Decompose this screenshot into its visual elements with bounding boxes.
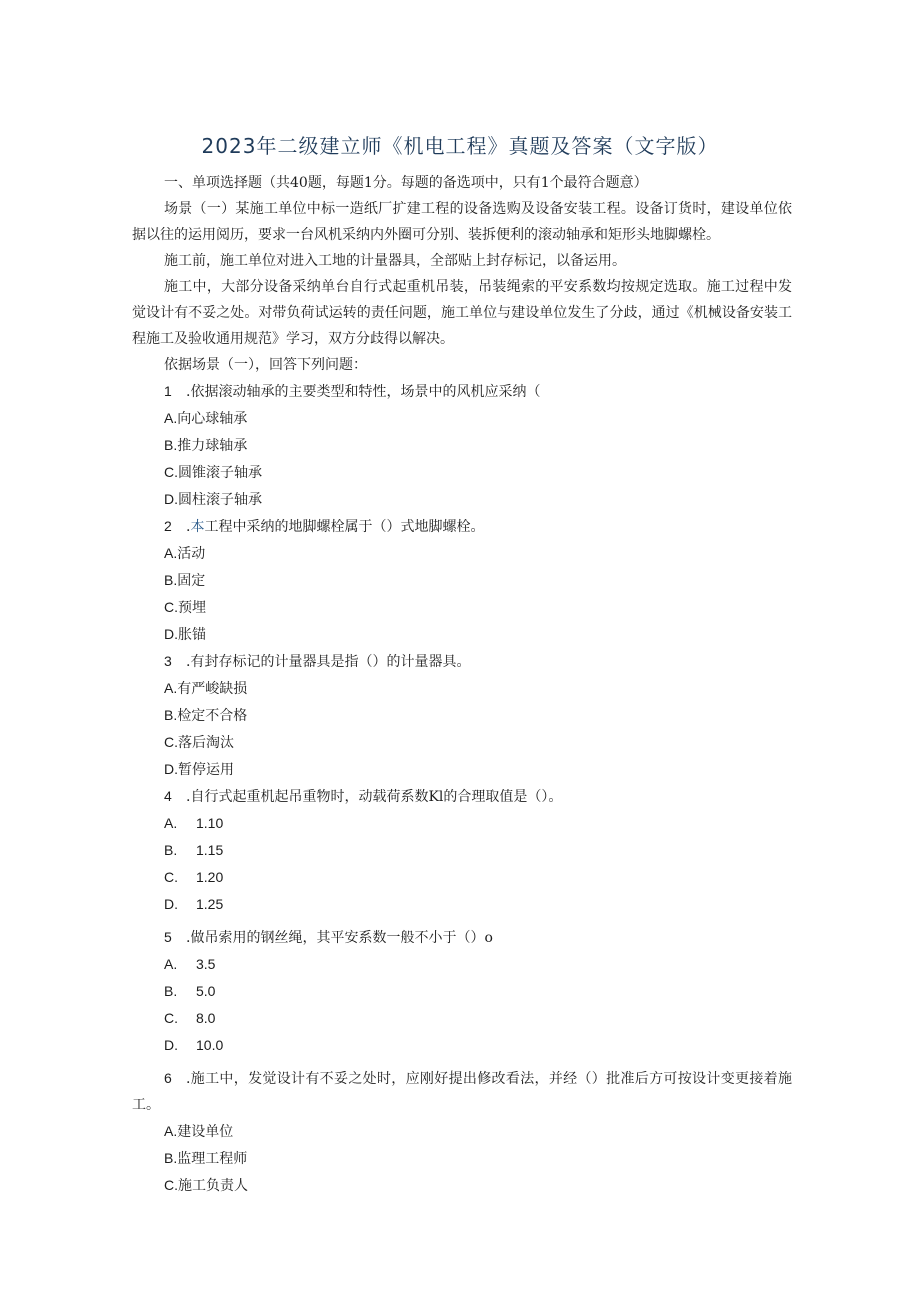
question-number: 4 <box>164 788 172 804</box>
question-text: .有封存标记的计量器具是指（）的计量器具。 <box>186 654 471 670</box>
option-d: D.胀锚 <box>164 626 206 643</box>
question-text: .做吊索用的钢丝绳，其平安系数一般不小于（）o <box>186 930 493 946</box>
option-a: A.有严峻缺损 <box>164 680 248 697</box>
question-text: .自行式起重机起吊重物时，动载荷系数Kl的合理取值是（）。 <box>186 789 563 805</box>
option-c: C.圆锥滚子轴承 <box>164 464 262 481</box>
question-4 <box>132 783 792 810</box>
highlighted-text: 本 <box>190 519 205 535</box>
option-b: B.监理工程师 <box>164 1150 248 1167</box>
option-a: A. 3.5 <box>164 956 216 972</box>
option-b: B.检定不合格 <box>164 707 248 724</box>
option-d: D.圆柱滚子轴承 <box>164 491 262 508</box>
question-5 <box>132 924 792 951</box>
question-number: 5 <box>164 929 172 945</box>
question-number: 6 <box>164 1070 172 1086</box>
question-text: .依据滚动轴承的主要类型和特性，场景中的风机应采纳（ <box>186 384 541 400</box>
option-c: C.落后淘汰 <box>164 734 234 751</box>
option-c: C. 8.0 <box>164 1010 216 1026</box>
question-number: 1 <box>164 383 172 399</box>
option-b: B.推力球轴承 <box>164 437 248 454</box>
question-3 <box>132 648 792 675</box>
option-c: C.预埋 <box>164 599 206 616</box>
option-b: B. 5.0 <box>164 983 216 999</box>
question-text: .施工中，发觉设计有不妥之处时，应刚好提出修改看法，并经（）批准后方可按设计变更接着施工。 <box>132 1071 792 1113</box>
question-number: 3 <box>164 653 172 669</box>
scenario-paragraph-1: 场景（一）某施工单位中标一造纸厂扩建工程的设备选购及设备安装工程。设备订货时，建设单位依据以往的运用阅历，要求一台风机采纳内外圈可分别、装拆便利的滚动轴承和矩形头地脚螺栓。 <box>132 201 792 243</box>
option-a: A.活动 <box>164 545 206 562</box>
option-b: B. 1.15 <box>164 842 224 858</box>
option-a: A. 1.10 <box>164 815 224 831</box>
option-c: C. 1.20 <box>164 869 224 885</box>
question-2: 2 .本工程中采纳的地脚螺栓属于（）式地脚螺栓。 <box>132 513 792 540</box>
document-body <box>132 170 792 1199</box>
document-title: 2023年二级建立师《机电工程》真题及答案（文字版） <box>201 134 719 158</box>
section-heading: 一、单项选择题（共40题，每题1分。每题的备选项中，只有1个最符合题意） <box>164 175 648 191</box>
option-c: C.施工负责人 <box>164 1177 248 1194</box>
option-a: A.建设单位 <box>164 1123 234 1140</box>
option-d: D.暂停运用 <box>164 761 234 778</box>
scenario-paragraph-2: 施工前，施工单位对进入工地的计量器具，全部贴上封存标记，以备运用。 <box>164 253 626 269</box>
option-d: D. 1.25 <box>164 896 224 912</box>
scenario-paragraph-3: 施工中，大部分设备采纳单台自行式起重机吊装，吊装绳索的平安系数均按规定选取。施工过程中发觉设计有不妥之处。对带负荷试运转的责任问题，施工单位与建设单位发生了分歧，通过《机械设备安装工程施工及验收通用规范》学习，双方分歧得以解决。 <box>132 279 792 347</box>
option-d: D. 10.0 <box>164 1037 224 1053</box>
question-6 <box>132 1065 792 1118</box>
question-number: 2 <box>164 518 172 534</box>
option-a: A.向心球轴承 <box>164 410 248 427</box>
question-1 <box>132 378 792 405</box>
scenario-prompt: 依据场景（一），回答下列问题： <box>164 357 367 373</box>
option-b: B.固定 <box>164 572 206 589</box>
